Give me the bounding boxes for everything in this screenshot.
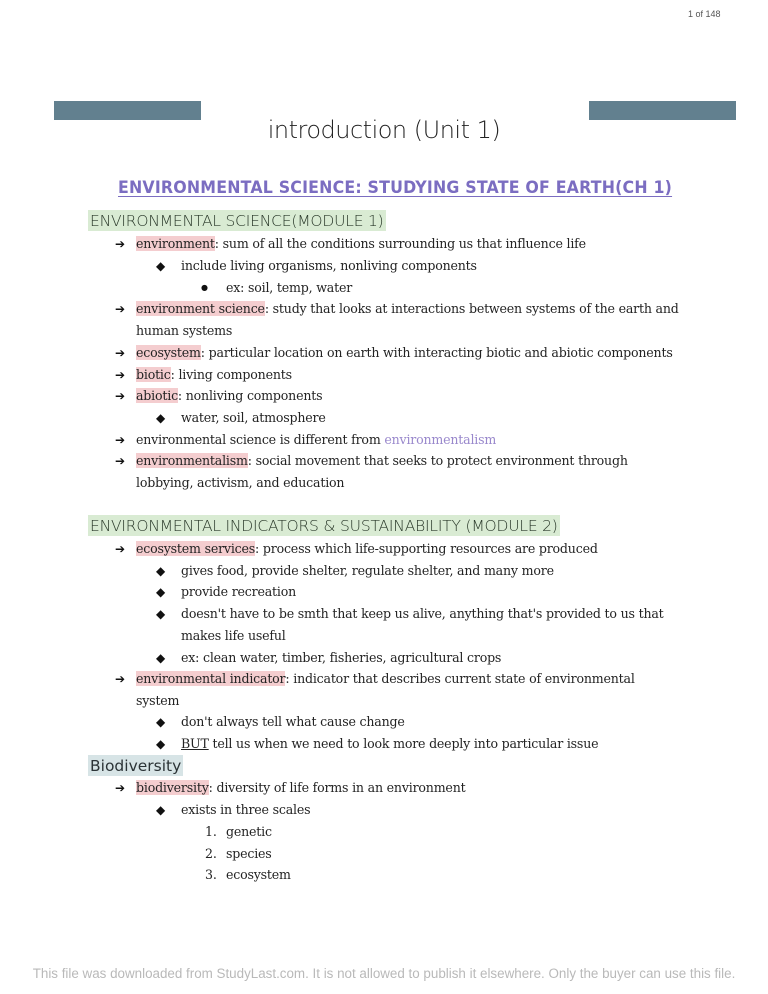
diamond-bullet-icon: ◆ bbox=[156, 607, 166, 621]
list-item-sub: exists in three scales bbox=[181, 802, 311, 817]
arrow-bullet-icon: ➔ bbox=[115, 302, 126, 316]
list-item-sub: ex: clean water, timber, fisheries, agricultural crops bbox=[181, 650, 502, 665]
diamond-bullet-icon: ◆ bbox=[156, 259, 166, 273]
list-item-ecosystem-services: ecosystem services: process which life-supporting resources are produced bbox=[136, 541, 598, 556]
arrow-bullet-icon: ➔ bbox=[115, 389, 126, 403]
term-highlight: biodiversity bbox=[136, 780, 209, 795]
list-item-sub: gives food, provide shelter, regulate shelter, and many more bbox=[181, 563, 554, 578]
term-highlight: environmentalism bbox=[136, 453, 248, 468]
arrow-bullet-icon: ➔ bbox=[115, 433, 126, 447]
page-counter: 1 of 148 bbox=[688, 9, 721, 19]
list-item-sub: water, soil, atmosphere bbox=[181, 410, 326, 425]
list-item-environment-science: environment science: study that looks at interactions between systems of the earth and bbox=[136, 301, 679, 316]
numbered-item-ecosystem: ecosystem bbox=[226, 867, 291, 882]
biodiversity-heading: Biodiversity bbox=[90, 757, 182, 775]
diamond-bullet-icon: ◆ bbox=[156, 803, 166, 817]
list-item-biotic: biotic: living components bbox=[136, 367, 292, 382]
term-highlight: abiotic bbox=[136, 388, 178, 403]
numbered-item-genetic: genetic bbox=[226, 824, 272, 839]
module2-heading: ENVIRONMENTAL INDICATORS & SUSTAINABILITY (MODULE 2) bbox=[90, 517, 558, 535]
list-item-sub: BUT tell us when we need to look more deeply into particular issue bbox=[181, 736, 599, 751]
dot-bullet-icon: ● bbox=[201, 283, 208, 292]
diamond-bullet-icon: ◆ bbox=[156, 585, 166, 599]
arrow-bullet-icon: ➔ bbox=[115, 237, 126, 251]
diamond-bullet-icon: ◆ bbox=[156, 411, 166, 425]
arrow-bullet-icon: ➔ bbox=[115, 346, 126, 360]
list-item-continuation: makes life useful bbox=[181, 628, 286, 643]
list-item-sub: don't always tell what cause change bbox=[181, 714, 405, 729]
diamond-bullet-icon: ◆ bbox=[156, 737, 166, 751]
arrow-bullet-icon: ➔ bbox=[115, 781, 126, 795]
module1-heading: ENVIRONMENTAL SCIENCE(MODULE 1) bbox=[90, 212, 384, 230]
environmentalism-link[interactable]: environmentalism bbox=[384, 432, 497, 447]
list-item-environmentalism: environmentalism: social movement that seeks to protect environment through bbox=[136, 453, 628, 468]
term-highlight: ecosystem bbox=[136, 345, 201, 360]
term-highlight: environment science bbox=[136, 301, 265, 316]
diamond-bullet-icon: ◆ bbox=[156, 564, 166, 578]
unit-title: introduction (Unit 1) bbox=[267, 116, 501, 144]
list-item-ecosystem: ecosystem: particular location on earth with interacting biotic and abiotic components bbox=[136, 345, 673, 360]
diamond-bullet-icon: ◆ bbox=[156, 715, 166, 729]
list-item-biodiversity: biodiversity: diversity of life forms in an environment bbox=[136, 780, 466, 795]
term-highlight: ecosystem services bbox=[136, 541, 256, 556]
numbered-item-species: species bbox=[226, 846, 272, 861]
list-item-abiotic: abiotic: nonliving components bbox=[136, 388, 323, 403]
list-item-continuation: lobbying, activism, and education bbox=[136, 475, 345, 490]
term-highlight: biotic bbox=[136, 367, 171, 382]
list-item-continuation: human systems bbox=[136, 323, 233, 338]
term-highlight: environment bbox=[136, 236, 215, 251]
arrow-bullet-icon: ➔ bbox=[115, 542, 126, 556]
emphasis-but: BUT bbox=[181, 736, 209, 751]
list-item-sub: doesn't have to be smth that keep us alive, anything that's provided to us that bbox=[181, 606, 664, 621]
list-item-environment: environment: sum of all the conditions surrounding us that influence life bbox=[136, 236, 586, 251]
list-item-sub: include living organisms, nonliving components bbox=[181, 258, 477, 273]
arrow-bullet-icon: ➔ bbox=[115, 368, 126, 382]
list-item-continuation: system bbox=[136, 693, 180, 708]
list-item-environmental-indicator: environmental indicator: indicator that describes current state of environmental bbox=[136, 671, 635, 686]
diamond-bullet-icon: ◆ bbox=[156, 651, 166, 665]
list-item-different: environmental science is different from environmentalism bbox=[136, 432, 497, 447]
numbered-item-marker: 3. bbox=[205, 867, 217, 882]
download-watermark: This file was downloaded from StudyLast.com. It is not allowed to publish it elsewhere. Only the buyer can use this file. bbox=[32, 966, 736, 981]
list-item-sub-sub: ex: soil, temp, water bbox=[226, 280, 353, 295]
arrow-bullet-icon: ➔ bbox=[115, 454, 126, 468]
list-item-sub: provide recreation bbox=[181, 584, 297, 599]
arrow-bullet-icon: ➔ bbox=[115, 672, 126, 686]
numbered-item-marker: 1. bbox=[205, 824, 217, 839]
chapter-title: ENVIRONMENTAL SCIENCE: STUDYING STATE OF EARTH(CH 1) bbox=[118, 178, 673, 198]
numbered-item-marker: 2. bbox=[205, 846, 217, 861]
term-highlight: environmental indicator bbox=[136, 671, 286, 686]
